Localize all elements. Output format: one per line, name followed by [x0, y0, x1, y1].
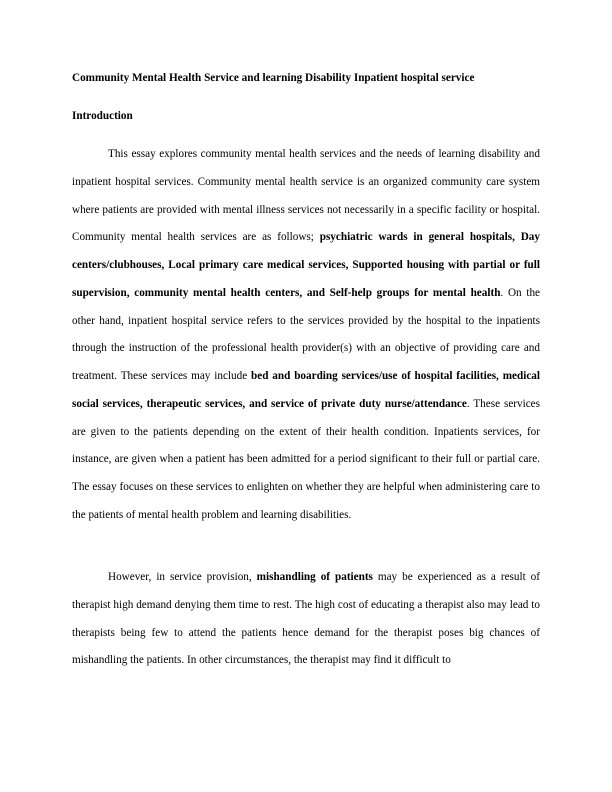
bold-text: mishandling of patients: [256, 571, 373, 583]
paragraph-text: However, in service provision,: [108, 571, 257, 583]
bold-text: psychiatric wards in general hospitals, Day centers/clubhouses, Local primary care medical services, Supported housing with partial or full supervision, community mental health centers, and Self-help groups for mental health: [72, 231, 540, 299]
paragraph-introduction: [72, 141, 540, 530]
paragraph-text: may be experienced as a result of therapist high demand denying them time to rest. The high cost of educating a therapist also may lead to therapists being few to attend the patients hence demand for the therapist poses big chances of mishandling the patients. In other circumstances, the therapist may find it difficult to: [72, 571, 541, 667]
paragraph-service-provision: [72, 564, 540, 675]
document-title: Community Mental Health Service and learning Disability Inpatient hospital service: [72, 72, 475, 84]
bold-text: bed and boarding services/use of hospital facilities, medical social services, therapeutic services, and service of private duty nurse/attendance: [72, 370, 540, 410]
paragraph-text: . These services are given to the patients depending on the extent of their health condition. Inpatients services, for instance, are given when a patient has been admitted for a period significant to their full or partial care. The essay focuses on these services to enlighten on whether they are helpful when administering care to the patients of mental health problem and learning disabilities.: [72, 397, 540, 521]
paragraph-text: This essay explores community mental health services and the needs of learning disability and inpatient hospital services. Community mental health service is an organized community care system where patients are provided with mental illness services not necessarily in a specific facility or hospital. Community mental health services are as follows;: [72, 148, 540, 244]
section-heading: Introduction: [72, 110, 133, 122]
paragraph-text: . On the other hand, inpatient hospital service refers to the services provided by the hospital to the inpatients through the instruction of the professional health provider(s) with an objective of providing care and treatment. These services may include: [72, 286, 540, 382]
